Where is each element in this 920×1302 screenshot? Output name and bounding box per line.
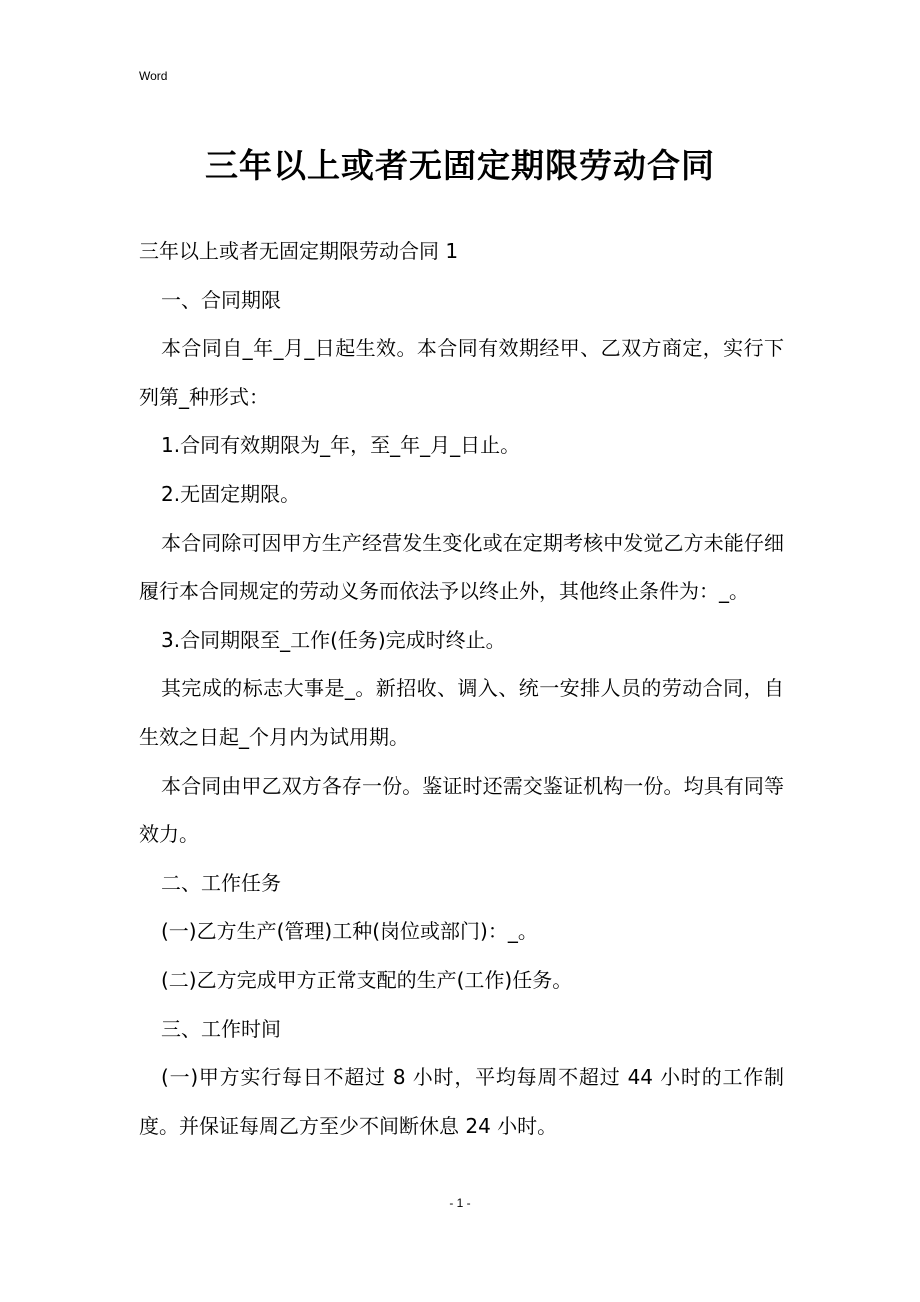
list-item: 2.无固定期限。 <box>161 481 301 506</box>
section-heading: 二、工作任务 <box>161 870 281 895</box>
document-title: 三年以上或者无固定期限劳动合同 <box>205 146 715 185</box>
document-body <box>139 227 784 1150</box>
list-item: (一)甲方实行每日不超过 8 小时，平均每周不超过 44 小时的工作制度。并保证每周乙方至少不间断休息 24 小时。 <box>139 1065 784 1138</box>
list-item: 1.合同有效期限为_年，至_年_月_日止。 <box>161 433 521 458</box>
list-item: (一)乙方生产(管理)工种(岗位或部门)：_。 <box>161 919 538 944</box>
list-item: 3.合同期限至_工作(任务)完成时终止。 <box>161 627 506 652</box>
paragraph-subtitle: 三年以上或者无固定期限劳动合同 1 <box>139 239 459 263</box>
paragraph: 本合同由甲乙双方各存一份。鉴证时还需交鉴证机构一份。均具有同等效力。 <box>139 773 784 847</box>
paragraph: 本合同除可因甲方生产经营发生变化或在定期考核中发觉乙方未能仔细履行本合同规定的劳动义务而依法予以终止外，其他终止条件为：_。 <box>139 530 784 604</box>
paragraph: 本合同自_年_月_日起生效。本合同有效期经甲、乙双方商定，实行下列第_种形式： <box>139 336 784 409</box>
page-number: - 1 - <box>449 1196 471 1210</box>
list-item: (二)乙方完成甲方正常支配的生产(工作)任务。 <box>161 967 573 992</box>
section-heading: 一、合同期限 <box>161 287 281 312</box>
section-heading: 三、工作时间 <box>161 1016 281 1041</box>
header-label: Word <box>139 69 168 83</box>
paragraph: 其完成的标志大事是_。新招收、调入、统一安排人员的劳动合同，自生效之日起_个月内为试用期。 <box>139 676 784 749</box>
